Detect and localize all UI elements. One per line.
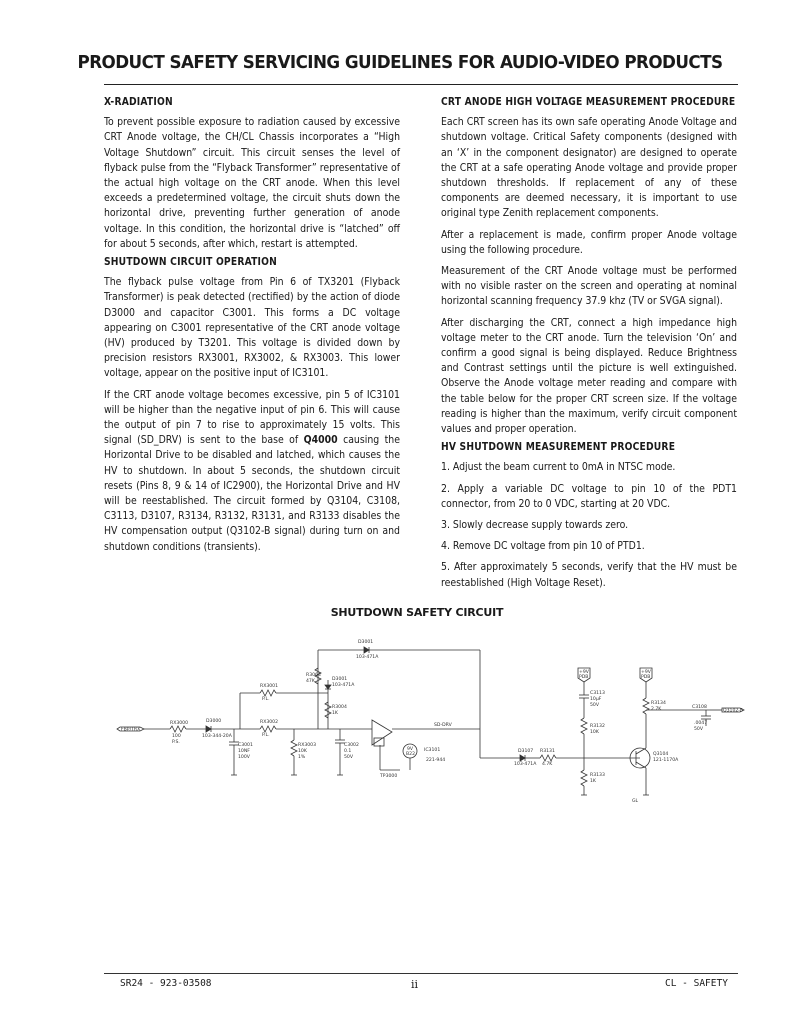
x-radiation-paragraph: To prevent possible exposure to radiation caused by excessive CRT Anode voltage, the CH/CL Chassis incorporates a “High Voltage Shutdown” circuit. This circuit senses the level of flyback pulse from the “Flyback Transformer” representative of the actual high voltage on the CRT anode. When this level exceeds a predetermined voltage, the circuit shuts down the horizontal drive, preventing further generation of anode voltage. In this condition, the horizontal drive is “latched” off for about 5 seconds, after which, restart is attempted. xyxy=(104,116,400,250)
c3108-voltage: 50V xyxy=(694,727,703,732)
rx3000-tol: P.S. xyxy=(172,740,180,745)
left-column xyxy=(104,95,400,561)
out-flag-label: Q3102-B xyxy=(723,708,743,714)
x-radiation-heading: X-RADIATION xyxy=(104,97,173,108)
q3104-value: 121-1170A xyxy=(653,758,679,763)
c3002-value: 0.1 xyxy=(344,749,352,754)
hv-shutdown-heading: HV SHUTDOWN MEASUREMENT PROCEDURE xyxy=(441,442,676,454)
r3131-label: R3131 xyxy=(540,749,555,754)
r3132-resistor xyxy=(581,718,587,734)
d3107-label: D3107 xyxy=(518,749,534,754)
c3001-value: 10NF xyxy=(238,749,250,754)
rx3002-label: RX3002 xyxy=(260,720,279,725)
rx3000-value: 100 xyxy=(172,734,181,739)
r3133-resistor xyxy=(581,770,587,786)
shutdown-p2-text-a: If the CRT anode voltage becomes excessive, pin 5 of IC3101 will be higher than the negative input of pin 6. This will cause the output of pin 7 to rise to approximately 15 volts. This signal (SD_DRV) is sent to the base of xyxy=(104,388,400,447)
top1-sub: PDB xyxy=(579,675,589,680)
d3001b-diode xyxy=(325,685,331,689)
crt-paragraph-1: Each CRT screen has its own safe operating Anode Voltage and shutdown voltage. Critical Safety components (designed with an ‘X’ in the component designator) are designed to operate the CRT at a safe operating Anode voltage and provide proper shutdown thresholds. If replacement of any of these components are deemed necessary, it is important to use original type Zenith replacement components. xyxy=(441,116,737,220)
top2-sub: PDB xyxy=(641,675,651,680)
rx3003-label: RX3003 xyxy=(298,743,317,748)
r3132-label: R3132 xyxy=(590,724,605,729)
hv-step-4: 4. Remove DC voltage from pin 10 of PTD1. xyxy=(441,540,645,553)
ic3101-label: IC3101 xyxy=(424,748,441,753)
src-9v-sub: B22 xyxy=(406,752,415,757)
q4000-bold: Q4000 xyxy=(303,434,338,447)
shutdown-paragraph-1: The flyback pulse voltage from Pin 6 of TX3201 (Flyback Transformer) is peak detected (rectified) by the action of diode D3000 and capacitor C3001. This forms a DC voltage appearing on C3001 representative of the CRT anode voltage (HV) produced by T3201. This voltage is divided down by precision resistors RX3001, RX3002, & RX3003. This lower voltage, appear on the positive input of IC3101. xyxy=(104,276,400,380)
c3002-label: C3002 xyxy=(344,743,359,748)
src-9v-label: 9V xyxy=(407,747,414,752)
shutdown-p2-text-c: causing the Horizontal Drive to be disabled and latched, which causes the HV to shutdown. In about 5 seconds, the shutdown circuit resets (Pins 8, 9 & 14 of IC2900), the Horizontal Drive and HV will be reestablished. The circuit formed by Q3104, C3108, C3113, D3107, R3134, R3132, R3131, and R3133 disables the HV compensation output (Q3102-B signal) during turn on and shutdown conditions (transients). xyxy=(104,434,400,553)
d3000-label: D3000 xyxy=(206,719,222,724)
rx3002-value: P.L. xyxy=(262,733,270,738)
sd-drv-label: SD-DRV xyxy=(434,723,452,728)
c3113-value: 10µF xyxy=(590,697,602,702)
hv-step-5: 5. After approximately 5 seconds, verify that the HV must be reestablished (High Voltage Reset). xyxy=(441,561,737,589)
rx3001-label: RX3001 xyxy=(260,684,279,689)
r3134-value: 2.7K xyxy=(651,707,662,712)
ic3101-value: 221-944 xyxy=(426,758,446,763)
d3000-value: 103-344-20A xyxy=(202,734,232,739)
gnd-label: GL xyxy=(632,799,639,804)
rx3001-value: P.L. xyxy=(262,697,270,702)
hv-step-2: 2. Apply a variable DC voltage to pin 10 of the PDT1 connector, from 20 to 0 VDC, starting at 20 VDC. xyxy=(441,482,737,510)
rx3002-resistor xyxy=(260,726,276,732)
ic-pin-box xyxy=(374,738,384,746)
r3132-value: 10K xyxy=(590,730,599,735)
ic3101-opamp xyxy=(372,720,392,745)
r3133-label: R3133 xyxy=(590,773,605,778)
d3107-value: 103-471A xyxy=(514,762,537,767)
r3004-label: R3004 xyxy=(332,705,347,710)
hv-step-1: 1. Adjust the beam current to 0mA in NTSC mode. xyxy=(441,461,676,474)
shutdown-safety-schematic xyxy=(110,630,760,810)
d3000-diode xyxy=(206,726,211,732)
q3104-label: Q3104 xyxy=(653,752,669,757)
r3004-value: 1K xyxy=(332,711,338,716)
c3113-label: C3113 xyxy=(590,691,605,696)
c3108-value: .0047 xyxy=(694,721,708,726)
rx3003-resistor xyxy=(291,740,297,756)
r3133-value: 1K xyxy=(590,779,596,784)
tp-label: TP3000 xyxy=(380,774,398,779)
r3131-value: 4.7K xyxy=(542,762,553,767)
d3001b-value: 103-471A xyxy=(332,683,355,688)
c3001-voltage: 100V xyxy=(238,755,250,760)
c3113-voltage: 50V xyxy=(590,703,599,708)
d3001-diode xyxy=(364,647,369,653)
d3107-diode xyxy=(520,755,525,761)
d3001b-label: D3001 xyxy=(332,677,348,682)
title-rule xyxy=(104,84,738,85)
d3001-label: D3001 xyxy=(358,640,374,645)
r3064-label: R3064 xyxy=(306,673,321,678)
crt-paragraph-4: After discharging the CRT, connect a high impedance high voltage meter to the CRT anode. Turn the television ‘On’ and confirm a good signal is being displayed. Reduce Brightness and Contrast settings until the picture is well extinguished. Observe the Anode voltage meter reading and compare with the table below for the proper CRT screen size. If the voltage reading is higher than the maximum, verify circuit component values and proper operation. xyxy=(441,316,737,436)
right-column xyxy=(441,95,737,597)
r3064-value: 47K xyxy=(306,679,315,684)
crt-paragraph-2: After a replacement is made, confirm proper Anode voltage using the following procedure. xyxy=(441,228,737,256)
r3131-resistor xyxy=(540,755,556,761)
c3108-label: C3108 xyxy=(692,705,707,710)
circuit-title: SHUTDOWN SAFETY CIRCUIT xyxy=(330,606,504,619)
rx3000-resistor xyxy=(170,726,186,732)
footer-section: CL - SAFETY xyxy=(665,978,728,989)
top1-label: +9V xyxy=(579,670,589,675)
c3001-label: C3001 xyxy=(238,743,253,748)
crt-paragraph-3: Measurement of the CRT Anode voltage must be performed with no visible raster on the screen and operating at nominal horizontal scanning frequency 37.9 khz (TV or SVGA signal). xyxy=(441,265,737,308)
c3002-voltage: 50V xyxy=(344,755,353,760)
page-title: PRODUCT SAFETY SERVICING GUIDELINES FOR AUDIO-VIDEO PRODUCTS xyxy=(77,52,723,73)
r3134-label: R3134 xyxy=(651,701,666,706)
shutdown-paragraph-2 xyxy=(104,388,400,555)
crt-anode-heading: CRT ANODE HIGH VOLTAGE MEASUREMENT PROCEDURE xyxy=(441,97,736,108)
top2-label: +9V xyxy=(641,670,651,675)
rx3000-label: RX3000 xyxy=(170,721,189,726)
r3134-resistor xyxy=(643,698,649,714)
footer-rule xyxy=(104,973,738,974)
rx3003-tol: 1% xyxy=(298,755,306,760)
footer-page-number: ii xyxy=(411,978,419,991)
hv-step-3: 3. Slowly decrease supply towards zero. xyxy=(441,519,629,532)
in-flag-label: FBP/TRX xyxy=(121,727,141,733)
shutdown-operation-heading: SHUTDOWN CIRCUIT OPERATION xyxy=(104,257,277,269)
rx3003-value: 10K xyxy=(298,749,307,754)
rx3001-resistor xyxy=(260,690,276,696)
footer-doc-number: SR24 - 923-03508 xyxy=(120,978,212,989)
d3001-value: 103-471A xyxy=(356,655,379,660)
